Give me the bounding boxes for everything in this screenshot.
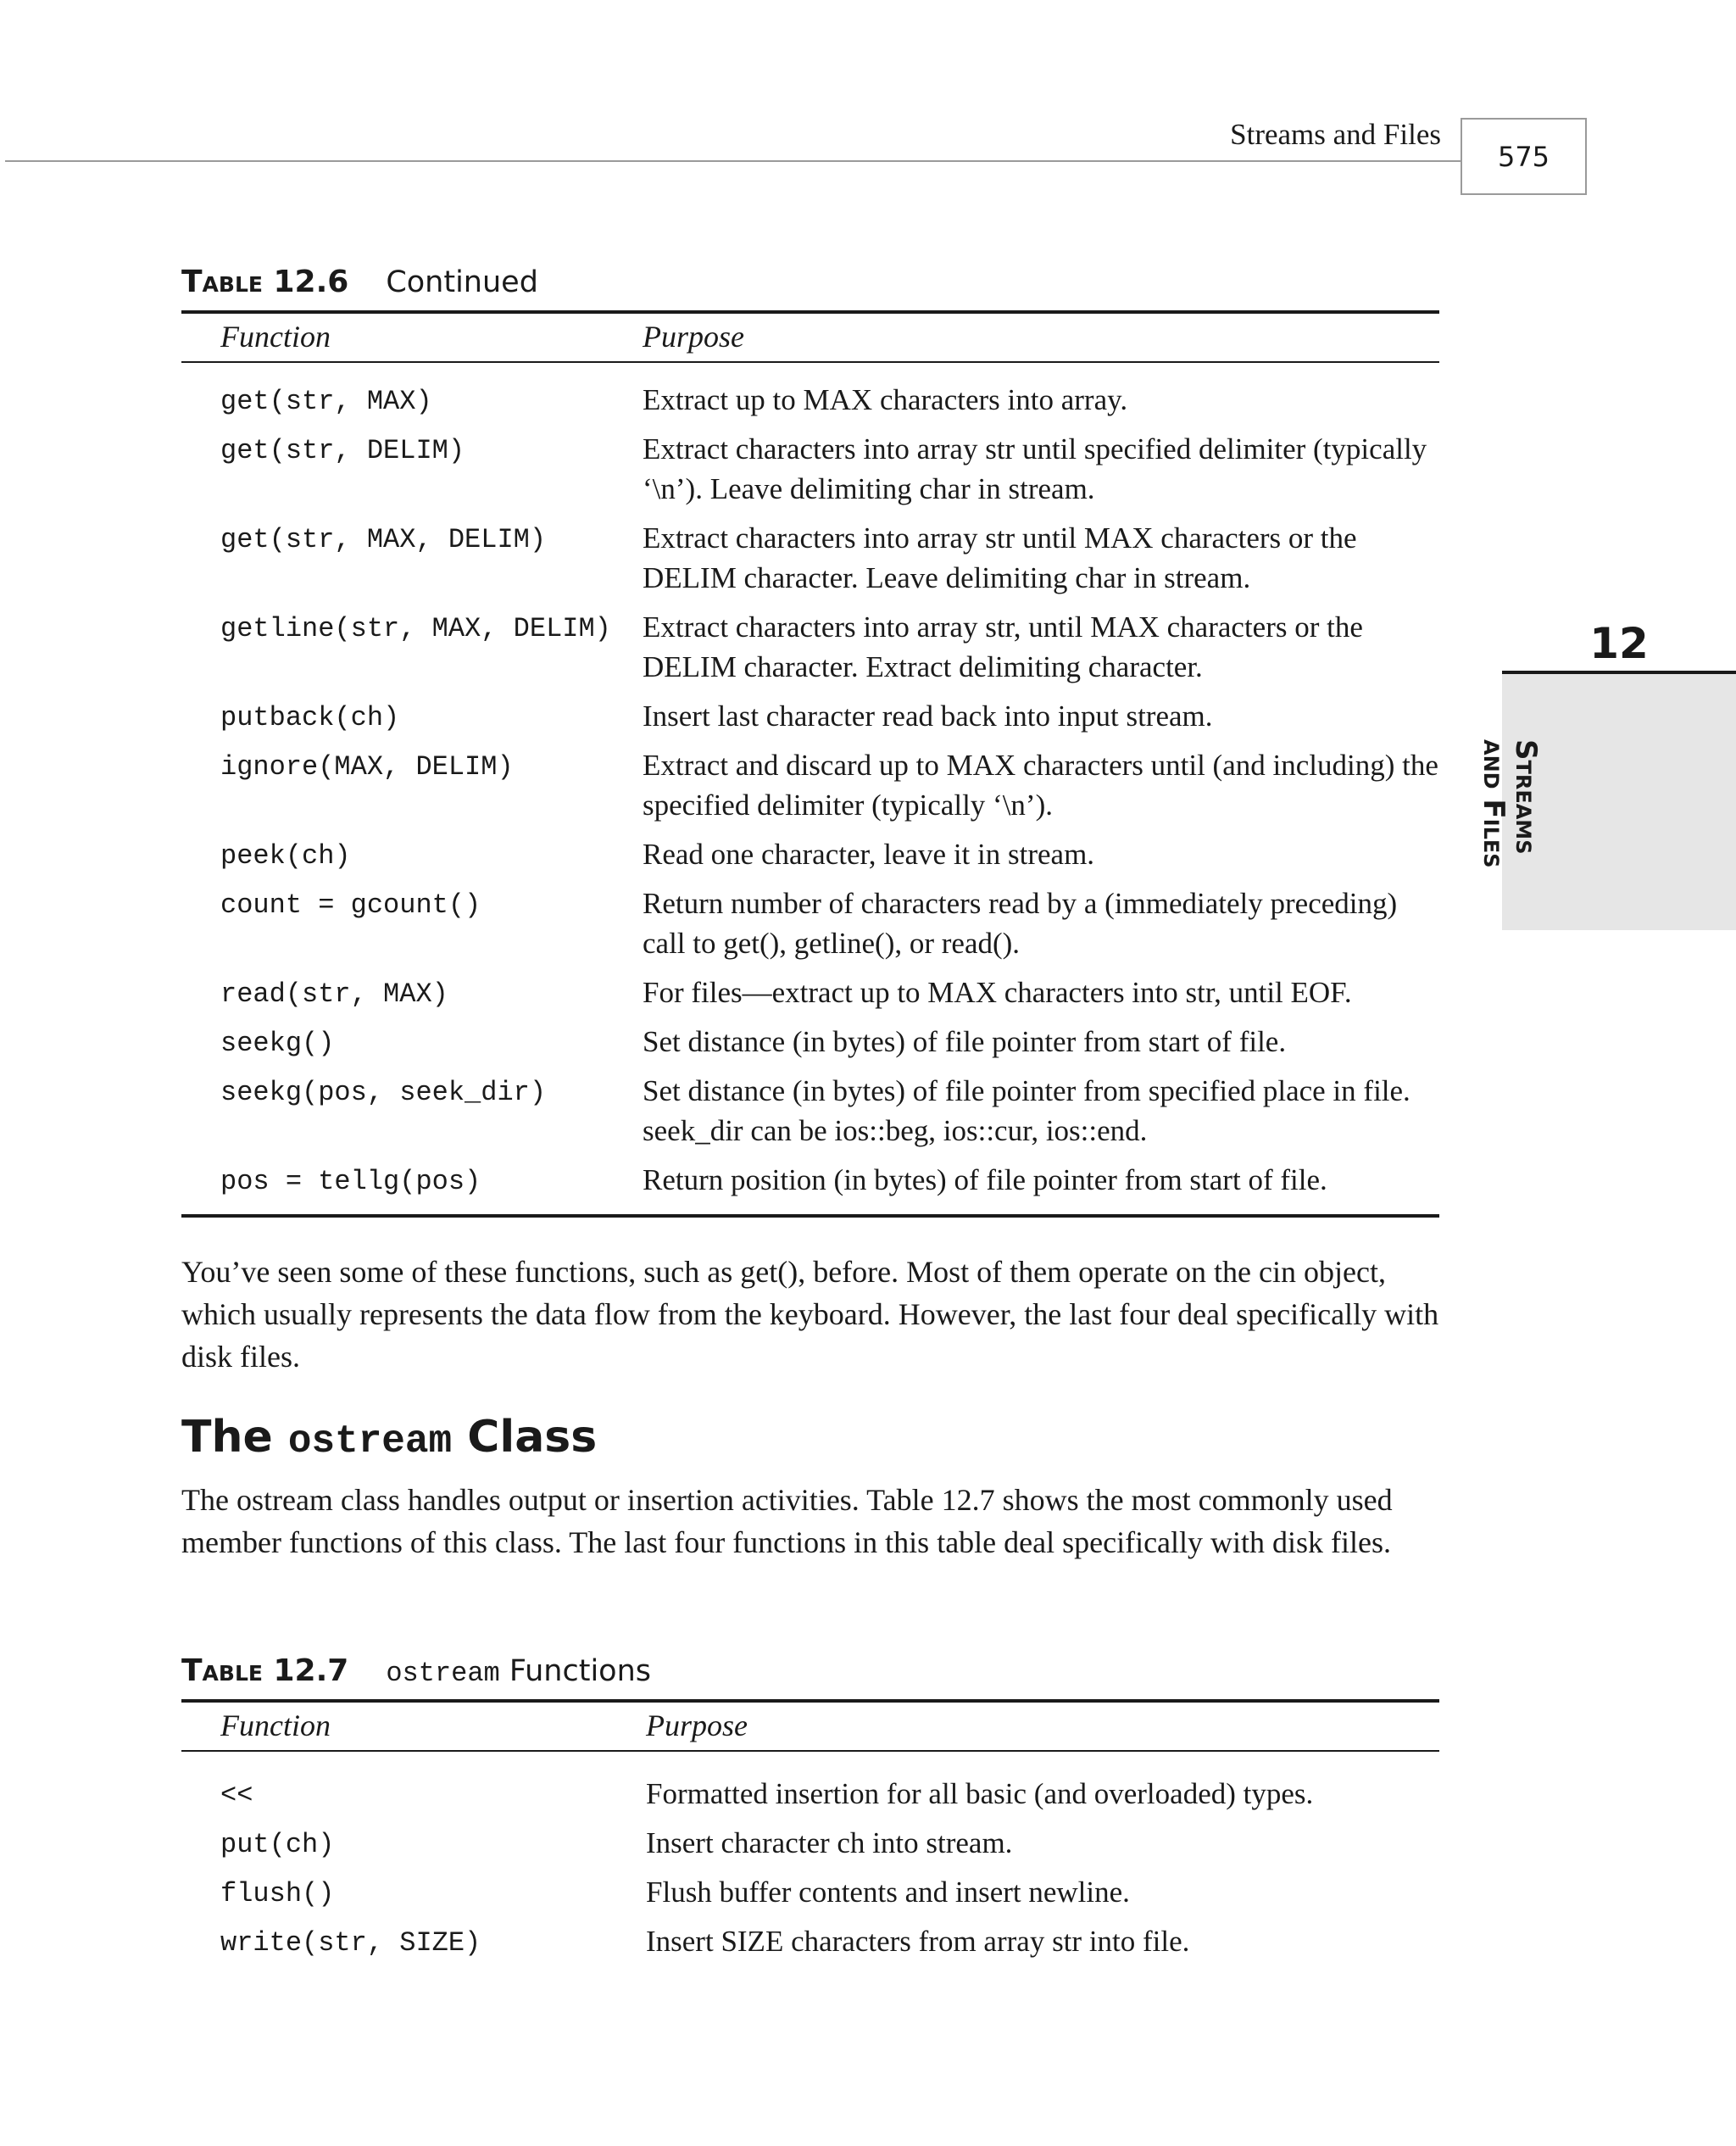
table2-label: Table 12.7 bbox=[181, 1653, 349, 1688]
table-row bbox=[181, 883, 1439, 963]
table1 bbox=[181, 310, 1439, 1218]
function-cell: write(str, SIZE) bbox=[220, 1927, 481, 1959]
function-cell: put(ch) bbox=[220, 1829, 335, 1860]
table-row bbox=[181, 696, 1439, 736]
table1-col-function: Function bbox=[220, 320, 331, 354]
purpose-cell: Extract and discard up to MAX characters until (and including) the specified delimiter (typically ‘\n’). bbox=[643, 749, 1438, 822]
table1-header bbox=[181, 310, 1439, 363]
function-cell: get(str, MAX, DELIM) bbox=[220, 524, 547, 555]
function-cell: peek(ch) bbox=[220, 840, 351, 872]
function-cell: putback(ch) bbox=[220, 702, 400, 733]
table-row bbox=[181, 607, 1439, 687]
purpose-cell: Insert character ch into stream. bbox=[646, 1826, 1013, 1859]
section-heading bbox=[181, 1412, 597, 1463]
chapter-tab-label-line2: and Files bbox=[1477, 739, 1511, 868]
table1-title: Continued bbox=[386, 265, 538, 299]
section-heading-code: ostream bbox=[287, 1419, 453, 1463]
table2-col-function: Function bbox=[220, 1708, 331, 1742]
function-cell: seekg() bbox=[220, 1028, 335, 1059]
table-row bbox=[181, 973, 1439, 1012]
purpose-cell: Extract characters into array str until specified delimiter (typically ‘\n’). Leave delimiting char in stream. bbox=[643, 432, 1427, 505]
purpose-cell: Extract up to MAX characters into array. bbox=[643, 383, 1128, 416]
table2-caption bbox=[181, 1653, 651, 1689]
chapter-tab-number: 12 bbox=[1589, 619, 1649, 668]
function-cell: pos = tellg(pos) bbox=[220, 1166, 481, 1197]
table-row bbox=[181, 834, 1439, 874]
table2 bbox=[181, 1699, 1439, 1976]
chapter-tab-label bbox=[1477, 739, 1543, 868]
function-cell: count = gcount() bbox=[220, 889, 481, 921]
table-row bbox=[181, 1823, 1439, 1863]
purpose-cell: Set distance (in bytes) of file pointer from start of file. bbox=[643, 1025, 1287, 1058]
purpose-cell: Insert last character read back into input stream. bbox=[643, 700, 1213, 733]
purpose-cell: Read one character, leave it in stream. bbox=[643, 838, 1095, 871]
table1-bottom-rule bbox=[181, 1214, 1439, 1218]
function-cell: seekg(pos, seek_dir) bbox=[220, 1077, 547, 1108]
running-header-title: Streams and Files bbox=[1230, 118, 1441, 151]
table2-col-purpose: Purpose bbox=[646, 1708, 748, 1742]
table-row bbox=[181, 1071, 1439, 1151]
section-heading-pre: The bbox=[181, 1412, 273, 1463]
table-row bbox=[181, 518, 1439, 598]
purpose-cell: Flush buffer contents and insert newline. bbox=[646, 1876, 1130, 1909]
section-heading-post: Class bbox=[467, 1412, 598, 1463]
table-row bbox=[181, 429, 1439, 509]
chapter-tab-label-line1: Streams bbox=[1509, 739, 1543, 855]
page-number: 575 bbox=[1461, 118, 1587, 195]
table2-title-text: Functions bbox=[509, 1654, 651, 1688]
purpose-cell: Return position (in bytes) of file pointer from start of file. bbox=[643, 1163, 1327, 1196]
purpose-cell: Extract characters into array str until MAX characters or the DELIM character. Leave delimiting char in stream. bbox=[643, 521, 1357, 594]
table-row bbox=[181, 1872, 1439, 1912]
function-cell: get(str, DELIM) bbox=[220, 435, 465, 466]
table2-title-code: ostream bbox=[386, 1658, 500, 1689]
purpose-cell: Extract characters into array str, until MAX characters or the DELIM character. Extract delimiting character. bbox=[643, 610, 1363, 683]
purpose-cell: For files—extract up to MAX characters into str, until EOF. bbox=[643, 976, 1352, 1009]
table-row bbox=[181, 1774, 1439, 1814]
table2-header bbox=[181, 1699, 1439, 1752]
purpose-cell: Return number of characters read by a (immediately preceding) call to get(), getline(), or read(). bbox=[643, 887, 1398, 960]
table1-col-purpose: Purpose bbox=[643, 320, 744, 354]
table-row bbox=[181, 745, 1439, 825]
table-row bbox=[181, 1160, 1439, 1200]
body-paragraph-1: You’ve seen some of these functions, such as get(), before. Most of them operate on the cin object, which usually represents the data flow from the keyboard. However, the last four deal specifically with disk files. bbox=[181, 1255, 1439, 1374]
function-cell: << bbox=[220, 1780, 253, 1811]
purpose-cell: Formatted insertion for all basic (and overloaded) types. bbox=[646, 1777, 1314, 1810]
table1-label: Table 12.6 bbox=[181, 265, 349, 299]
table1-caption bbox=[181, 265, 538, 299]
table-row bbox=[181, 1022, 1439, 1062]
body-paragraph-2: The ostream class handles output or insertion activities. Table 12.7 shows the most commonly used member functions of this class. The last four functions in this table deal specifically with disk files. bbox=[181, 1483, 1393, 1559]
table-row bbox=[181, 1921, 1439, 1961]
purpose-cell: Set distance (in bytes) of file pointer from specified place in file. seek_dir can be ios::beg, ios::cur, ios::end. bbox=[643, 1074, 1410, 1147]
function-cell: flush() bbox=[220, 1878, 335, 1909]
function-cell: getline(str, MAX, DELIM) bbox=[220, 613, 611, 644]
function-cell: get(str, MAX) bbox=[220, 386, 432, 417]
table-row bbox=[181, 380, 1439, 420]
purpose-cell: Insert SIZE characters from array str into file. bbox=[646, 1925, 1190, 1958]
function-cell: ignore(MAX, DELIM) bbox=[220, 751, 514, 783]
header-rule bbox=[5, 160, 1461, 162]
function-cell: read(str, MAX) bbox=[220, 978, 448, 1010]
